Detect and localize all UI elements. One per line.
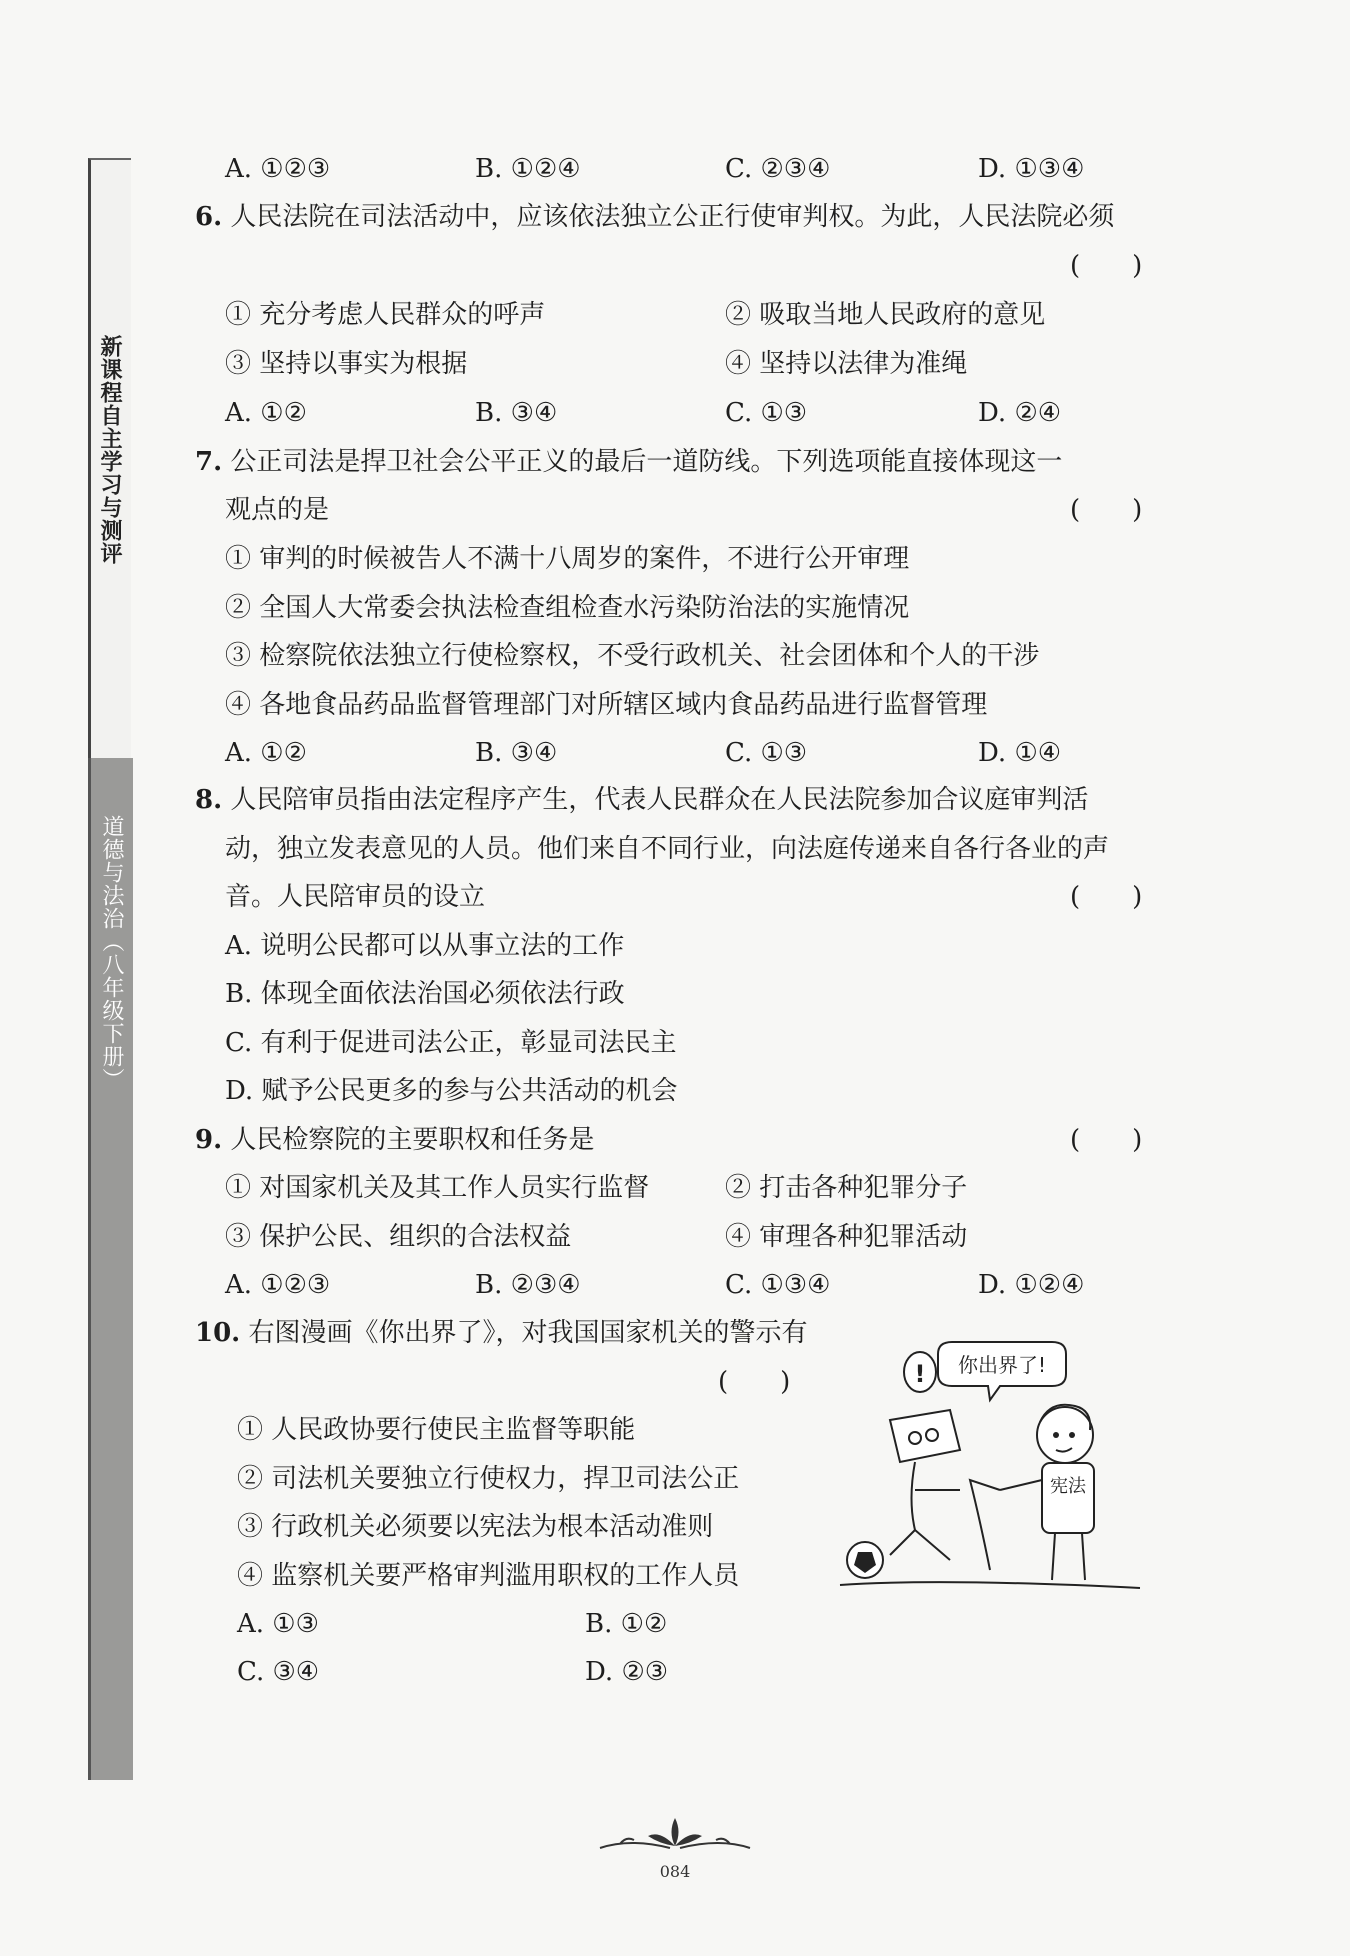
q7-answer-paren: ( ): [1070, 495, 1143, 525]
q5-option-a: A. ①②③: [225, 154, 331, 184]
q10-stem: [195, 1316, 808, 1350]
q7-item-2: ② 全国人大常委会执法检查组检查水污染防治法的实施情况: [225, 593, 910, 623]
q5-option-c: C. ②③④: [725, 154, 831, 184]
cartoon-illustration: [820, 1340, 1150, 1600]
q10-item-4: ④ 监察机关要严格审判滥用职权的工作人员: [237, 1561, 740, 1591]
q6-item-2: ② 吸取当地人民政府的意见: [725, 300, 1046, 330]
q9-item-2: ② 打击各种犯罪分子: [725, 1173, 968, 1203]
q6-option-d: D. ②④: [978, 398, 1062, 428]
q7-option-d: D. ①④: [978, 738, 1062, 768]
ground-line: [840, 1582, 1140, 1588]
q9-option-b: B. ②③④: [475, 1270, 581, 1300]
q8-option-b: B. 体现全面依法治国必须依法行政: [225, 979, 625, 1009]
q6-option-b: B. ③④: [475, 398, 558, 428]
q5-option-b: B. ①②④: [475, 154, 581, 184]
q8-stem-text-1: 人民陪审员指由法定程序产生，代表人民群众在人民法院参加合议庭审判活: [230, 785, 1089, 815]
q10-answer-paren: ( ): [718, 1367, 791, 1397]
q6-option-a: A. ①②: [225, 398, 307, 428]
q10-option-a: A. ①③: [237, 1609, 319, 1639]
q9-item-1: ① 对国家机关及其工作人员实行监督: [225, 1173, 650, 1203]
side-tab-subject-title: 道德与法治（八年级下册）: [99, 815, 124, 1091]
q6-number: 6.: [195, 202, 223, 232]
q9-option-a: A. ①②③: [225, 1270, 331, 1300]
side-tab-series-title: 新课程自主学习与测评: [97, 335, 122, 565]
q7-option-c: C. ①③: [725, 738, 808, 768]
q8-stem-line1: [195, 783, 1088, 817]
q9-stem-text: 人民检察院的主要职权和任务是: [230, 1125, 595, 1155]
q8-number: 8.: [195, 785, 223, 815]
q7-stem-line2: 观点的是: [225, 495, 330, 525]
q7-stem-text-1: 公正司法是捍卫社会公平正义的最后一道防线。下列选项能直接体现这一: [230, 447, 1063, 477]
q7-number: 7.: [195, 447, 223, 477]
q7-item-4: ④ 各地食品药品监督管理部门对所辖区域内食品药品进行监督管理: [225, 690, 988, 720]
q6-option-c: C. ①③: [725, 398, 808, 428]
q8-option-d: D. 赋予公民更多的参与公共活动的机会: [225, 1076, 678, 1106]
q9-item-4: ④ 审理各种犯罪活动: [725, 1222, 968, 1252]
q7-item-1: ① 审判的时候被告人不满十八周岁的案件，不进行公开审理: [225, 544, 910, 574]
q6-item-3: ③ 坚持以事实为根据: [225, 349, 468, 379]
speech-bubble-text: 你出界了!: [957, 1353, 1047, 1377]
q9-number: 9.: [195, 1125, 223, 1155]
q7-option-b: B. ③④: [475, 738, 558, 768]
q8-option-c: C. 有利于促进司法公正，彰显司法民主: [225, 1028, 677, 1058]
q8-option-a: A. 说明公民都可以从事立法的工作: [225, 931, 625, 961]
q10-number: 10.: [195, 1318, 241, 1348]
q7-stem-line1: [195, 445, 1062, 479]
q6-stem: [195, 200, 1114, 234]
state-organ-figure: [890, 1410, 960, 1560]
q10-item-2: ② 司法机关要独立行使权力，捍卫司法公正: [237, 1464, 740, 1494]
q6-stem-text: 人民法院在司法活动中，应该依法独立公正行使审判权。为此，人民法院必须: [230, 202, 1115, 232]
q5-option-d: D. ①③④: [978, 154, 1085, 184]
q9-stem: [195, 1123, 594, 1157]
q10-option-d: D. ②③: [585, 1657, 669, 1687]
q8-stem-line3: 音。人民陪审员的设立: [225, 882, 486, 912]
q8-stem-line2: 动，独立发表意见的人员。他们来自不同行业，向法庭传递来自各行各业的声: [225, 834, 1110, 864]
q6-item-4: ④ 坚持以法律为准绳: [725, 349, 968, 379]
footer-ornament-icon: [590, 1810, 760, 1860]
q9-option-c: C. ①③④: [725, 1270, 831, 1300]
q10-option-c: C. ③④: [237, 1657, 320, 1687]
q9-item-3: ③ 保护公民、组织的合法权益: [225, 1222, 572, 1252]
q10-stem-text: 右图漫画《你出界了》，对我国国家机关的警示有: [248, 1318, 808, 1348]
boundary-flag: [970, 1480, 1000, 1570]
shirt-label: 宪法: [1050, 1476, 1086, 1497]
q9-answer-paren: ( ): [1070, 1125, 1143, 1155]
constitution-boy-figure: [1000, 1405, 1094, 1580]
q10-item-1: ① 人民政协要行使民主监督等职能: [237, 1415, 636, 1445]
q10-item-3: ③ 行政机关必须要以宪法为根本活动准则: [237, 1512, 714, 1542]
q7-option-a: A. ①②: [225, 738, 307, 768]
q7-item-3: ③ 检察院依法独立行使检察权，不受行政机关、社会团体和个人的干涉: [225, 641, 1040, 671]
q6-item-1: ① 充分考虑人民群众的呼声: [225, 300, 546, 330]
q8-answer-paren: ( ): [1070, 882, 1143, 912]
q9-option-d: D. ①②④: [978, 1270, 1085, 1300]
page-number: 084: [659, 1862, 691, 1881]
q6-answer-paren: ( ): [1070, 251, 1143, 281]
q10-option-b: B. ①②: [585, 1609, 668, 1639]
exclamation-mark-icon: !: [914, 1360, 926, 1388]
